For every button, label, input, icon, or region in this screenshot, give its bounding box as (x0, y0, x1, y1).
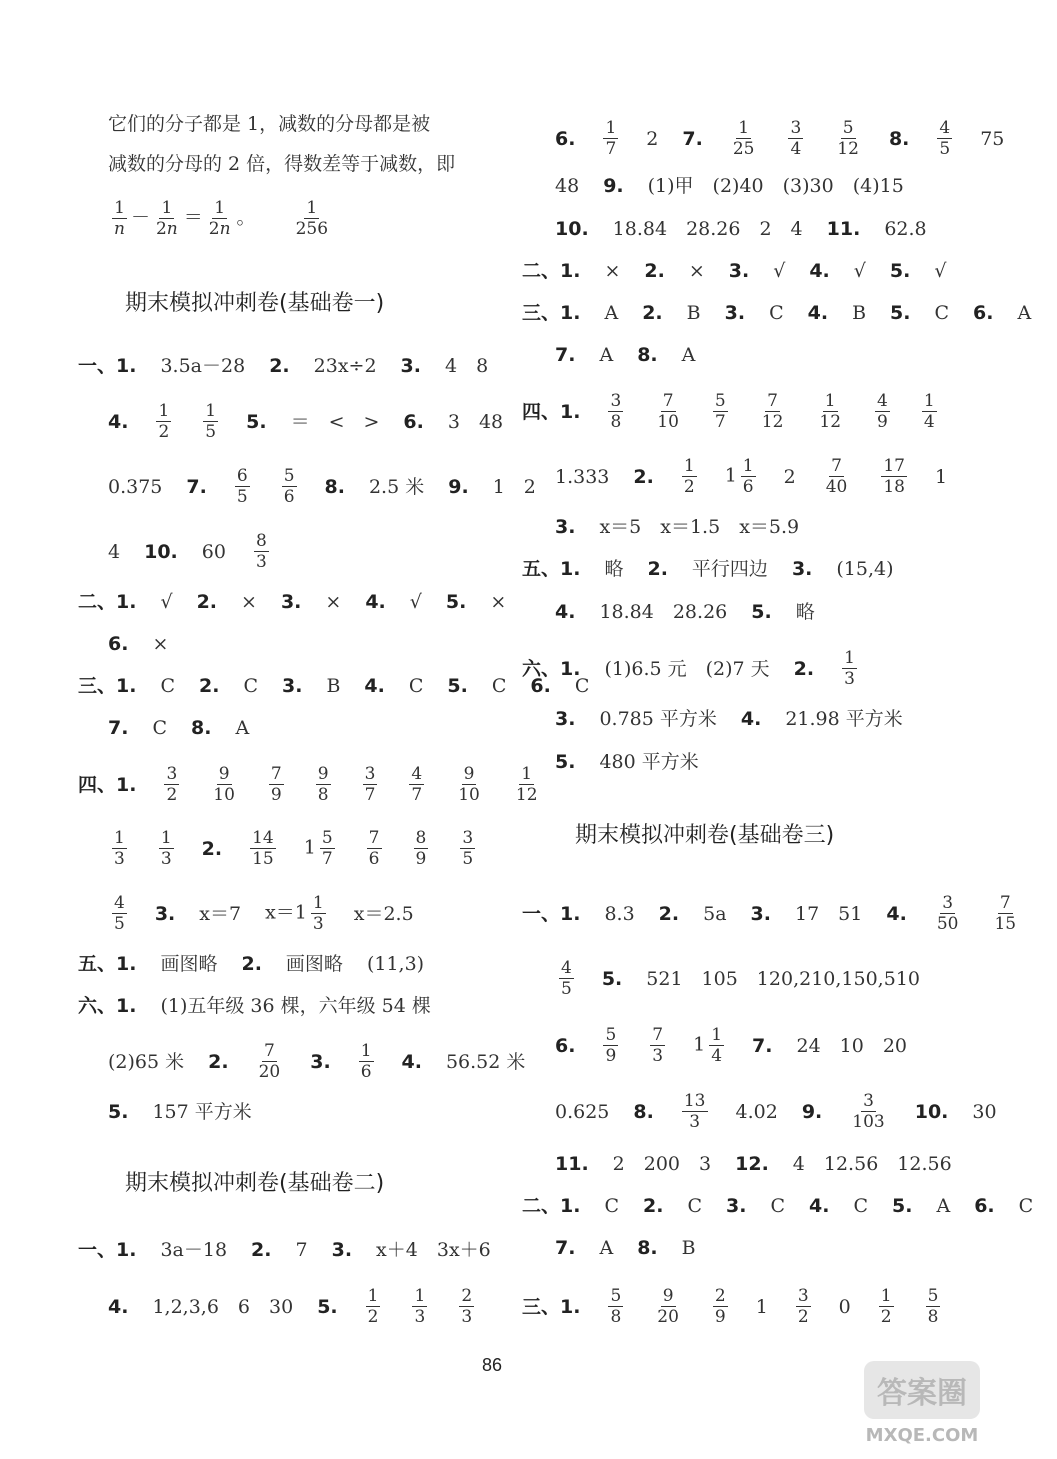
item-number: 6. (108, 633, 129, 655)
section-title-2: 期末模拟冲刺卷(基础卷二) (125, 1171, 385, 1196)
answer-value: 3 48 (447, 410, 504, 433)
item-number: 5. (447, 675, 468, 697)
item-number: 2. (201, 837, 223, 860)
item-number: 8. (191, 717, 212, 739)
right-line (522, 297, 1055, 328)
item-number: 六、1. (522, 657, 581, 680)
right-line (555, 596, 839, 627)
item-number: 8. (633, 1100, 654, 1123)
item-number: 2. (643, 1195, 664, 1217)
answer-fraction: $\frac{1}{2}$ (683, 456, 695, 497)
answer-fraction: $\frac{3}{8}$ (610, 391, 622, 432)
answer-value: 7 (295, 1239, 308, 1261)
item-number: 8. (324, 475, 345, 498)
answer-value: × (688, 260, 705, 282)
answer-value: 521 105 120,210,150,510 (646, 967, 920, 990)
item-number: 3. (280, 591, 302, 613)
left-line (78, 1234, 515, 1265)
right-line (522, 391, 965, 432)
answer-fraction: $\frac{5}{8}$ (927, 1286, 939, 1327)
answer-fraction: $\frac{4}{5}$ (114, 893, 125, 934)
item-number: 8. (637, 344, 658, 366)
answer-value: 157 平方米 (152, 1101, 252, 1123)
answer-fraction: $\frac{5}{9}$ (605, 1025, 617, 1066)
left-line (108, 712, 273, 743)
item-number: 五、1. (522, 558, 581, 580)
answer-value: C (769, 302, 784, 324)
answer-fraction: $\frac{8}{3}$ (255, 531, 267, 572)
item-number: 3. (310, 1050, 331, 1073)
answer-value: 0.375 (108, 475, 163, 498)
item-number: 4. (809, 260, 830, 282)
item-number: 12. (735, 1153, 769, 1175)
answer-fraction: $\frac{1}{3}$ (844, 648, 855, 689)
item-number: 二、1. (522, 1195, 581, 1217)
left-line (78, 990, 455, 1021)
item-number: 6. (403, 410, 424, 433)
answer-fraction: $\frac{3}{7}$ (364, 764, 376, 805)
left-line (108, 466, 560, 507)
item-number: 二、1. (78, 591, 137, 613)
answer-fraction: $\frac{3}{5}$ (462, 828, 474, 869)
item-number: 7. (752, 1034, 773, 1057)
item-number: 2. (241, 953, 262, 975)
item-number: 4. (740, 708, 762, 730)
item-number: 三、1. (522, 1295, 581, 1318)
answer-value: 24 10 20 (796, 1034, 908, 1057)
item-number: 3. (154, 902, 176, 925)
answer-fraction: $\frac{3}{2}$ (166, 764, 178, 805)
answer-value: 4 (108, 540, 121, 563)
item-number: 6. (555, 127, 576, 150)
item-number: 四、1. (78, 773, 137, 796)
item-number: 3. (400, 355, 421, 377)
item-number: 3. (724, 302, 746, 324)
answer-fraction: $\frac{1}{12}$ (819, 391, 842, 432)
answer-value: B (681, 1237, 696, 1259)
item-number: 11. (555, 1153, 589, 1175)
answer-value: 1.333 (555, 465, 610, 488)
item-number: 10. (144, 540, 178, 563)
item-number: 4. (807, 302, 829, 324)
item-number: 6. (530, 675, 551, 697)
answer-value: 3.5a－28 (160, 355, 246, 377)
answer-value: 0 (838, 1295, 851, 1318)
answer-value: x＋4 3x＋6 (376, 1239, 491, 1261)
item-number: 6. (555, 1034, 576, 1057)
page-number: 86 (482, 1355, 503, 1375)
item-number: 9. (603, 175, 624, 197)
answer-value: √ (934, 260, 947, 282)
right-line (522, 893, 1046, 934)
answer-value: A (599, 1237, 614, 1259)
answer-fraction: $\frac{1}{12}$ (515, 764, 538, 805)
item-number: 2. (644, 260, 665, 282)
answer-mixed-fraction: 1 $\frac{1}{6}$ (724, 456, 754, 497)
answer-fraction: $\frac{6}{5}$ (236, 466, 248, 507)
answer-value: 18.84 28.26 (599, 601, 728, 623)
answer-value: C (934, 302, 950, 324)
right-line (555, 339, 719, 370)
intro-line-2: 减数的分母的 2 倍，得数差等于减数，即 (108, 153, 456, 175)
answer-value: B (686, 302, 701, 324)
item-number: 10. (914, 1100, 949, 1123)
right-line (522, 648, 885, 689)
item-number: 5. (317, 1295, 338, 1318)
intro-line-1: 它们的分子都是 1，减数的分母都是被 (108, 113, 431, 135)
item-number: 3. (750, 902, 771, 925)
item-number: 4. (108, 410, 129, 433)
answer-fraction: $\frac{1}{6}$ (360, 1041, 372, 1082)
left-line (108, 1096, 276, 1127)
watermark-logo (862, 1359, 982, 1447)
answer-fraction: $\frac{5}{8}$ (610, 1286, 622, 1327)
item-number: 4. (108, 1295, 129, 1318)
answer-value: 48 (555, 175, 580, 197)
item-number: 3. (728, 260, 750, 282)
answer-value: x＝1 $\frac{1}{3}$ (265, 893, 324, 934)
item-number: 5. (246, 410, 267, 433)
answer-value: C (687, 1195, 702, 1217)
answer-fraction: $\frac{5}{7}$ (714, 391, 726, 432)
answer-fraction: $\frac{3}{4}$ (790, 118, 802, 159)
answer-value: x＝2.5 (353, 902, 414, 925)
answer-value: √ (160, 591, 173, 613)
answer-value: 0.625 (555, 1100, 610, 1123)
item-number: 三、1. (522, 302, 581, 324)
left-line (108, 828, 503, 869)
answer-fraction: $\frac{2}{3}$ (461, 1286, 473, 1327)
item-number: 11. (826, 218, 861, 240)
answer-value: C (1018, 1195, 1034, 1217)
item-number: 4. (364, 675, 385, 697)
item-number: 4. (365, 591, 386, 613)
answer-value: C (574, 675, 590, 697)
answer-fraction: $\frac{7}{9}$ (270, 764, 282, 805)
answer-fraction: $\frac{1}{3}$ (114, 828, 125, 869)
answer-value: C (152, 717, 167, 739)
answer-value: 480 平方米 (599, 751, 699, 773)
answer-fraction: $\frac{9}{10}$ (458, 764, 480, 805)
answer-value: C (853, 1195, 868, 1217)
answer-value: 62.8 (884, 218, 927, 240)
answer-value: × (490, 591, 507, 613)
item-number: 7. (186, 475, 207, 498)
answer-value: 4.02 (735, 1100, 778, 1123)
answer-value: (11,3) (366, 953, 425, 975)
answer-fraction: $\frac{5}{6}$ (283, 466, 295, 507)
item-number: 2. (633, 465, 654, 488)
answer-fraction: $\frac{13}{3}$ (683, 1091, 706, 1132)
answer-value: 2 (646, 127, 659, 150)
answer-value: 17 51 (795, 902, 863, 925)
item-number: 3. (791, 558, 813, 580)
answer-value: 1,2,3,6 6 30 (152, 1295, 294, 1318)
item-number: 2. (196, 591, 218, 613)
item-number: 9. (801, 1100, 823, 1123)
answer-fraction: $\frac{2}{9}$ (714, 1286, 726, 1327)
answer-value: x＝5 x＝1.5 x＝5.9 (599, 516, 800, 538)
item-number: 三、1. (78, 675, 137, 697)
answer-value: C (408, 675, 424, 697)
item-number: 5. (555, 751, 576, 773)
item-number: 9. (448, 475, 469, 498)
answer-mixed-fraction: 1 $\frac{5}{7}$ (303, 828, 333, 869)
section-title-1: 期末模拟冲刺卷(基础卷一) (125, 291, 385, 316)
answer-value: A (681, 344, 696, 366)
right-line (555, 118, 1028, 159)
answer-fraction: $\frac{7}{15}$ (994, 893, 1017, 934)
answer-fraction: $\frac{1}{2}$ (158, 401, 170, 442)
formula-tail: $\frac{1}{256}$ (295, 198, 329, 239)
right-line (555, 213, 951, 244)
item-number: 7. (682, 127, 703, 150)
item-number: 5. (445, 591, 467, 613)
answer-value: × (604, 260, 621, 282)
item-number: 6. (973, 302, 994, 324)
answer-fraction: $\frac{1}{4}$ (923, 391, 935, 432)
answer-value: C (770, 1195, 785, 1217)
answer-value: (1)甲 (2)40 (3)30 (4)15 (647, 175, 904, 197)
left-line (108, 1041, 549, 1082)
answer-fraction: $\frac{4}{9}$ (877, 391, 888, 432)
answer-fraction: $\frac{7}{3}$ (652, 1025, 664, 1066)
answer-fraction: $\frac{8}{9}$ (415, 828, 427, 869)
item-number: 4. (555, 601, 576, 623)
left-line (108, 531, 297, 572)
answer-value: 56.52 米 (445, 1050, 526, 1073)
answer-value: A (1017, 302, 1032, 324)
answer-fraction: $\frac{7}{40}$ (825, 456, 848, 497)
item-number: 3. (282, 675, 303, 697)
item-number: 一、1. (522, 902, 581, 925)
answer-fraction: $\frac{1}{25}$ (732, 118, 755, 159)
answer-fraction: $\frac{9}{8}$ (317, 764, 329, 805)
item-number: 2. (269, 355, 290, 377)
answer-value: 21.98 平方米 (785, 708, 903, 730)
item-number: 3. (555, 708, 576, 730)
answer-value: 60 (201, 540, 226, 563)
left-line (78, 586, 530, 617)
answer-fraction: $\frac{7}{6}$ (368, 828, 380, 869)
item-number: 4. (809, 1195, 830, 1217)
watermark-text: 答案圈 (877, 1376, 967, 1411)
answer-fraction: $\frac{9}{10}$ (213, 764, 235, 805)
item-number: 2. (642, 302, 663, 324)
answer-value: √ (409, 591, 422, 613)
answer-value: (1)五年级 36 棵，六年级 54 棵 (160, 995, 431, 1017)
answer-value: (15,4) (836, 558, 894, 580)
answer-value: C (491, 675, 507, 697)
item-number: 四、1. (522, 400, 581, 423)
item-number: 2. (251, 1239, 272, 1261)
answer-fraction: $\frac{5}{12}$ (837, 118, 859, 159)
left-line (108, 628, 192, 659)
right-line (555, 1148, 976, 1179)
answer-value: √ (853, 260, 866, 282)
left-line (78, 764, 568, 805)
right-line (522, 1190, 1057, 1221)
intro-formula: $\frac{1}{n}$ － $\frac{1}{2n}$ ＝ $\frac{1}{2n}$ 。 $\frac{1}{256}$ (108, 198, 334, 239)
answer-fraction: $\frac{1}{7}$ (605, 118, 617, 159)
item-number: 5. (889, 260, 911, 282)
answer-value: C (160, 675, 175, 697)
answer-fraction: $\frac{1}{2}$ (880, 1286, 892, 1327)
item-number: 2. (208, 1050, 229, 1073)
item-number: 4. (401, 1050, 422, 1073)
answer-fraction: $\frac{4}{5}$ (939, 118, 951, 159)
answer-fraction: $\frac{3}{103}$ (852, 1091, 885, 1132)
answer-value: 略 (795, 601, 815, 623)
answer-fraction: $\frac{7}{20}$ (258, 1041, 281, 1082)
item-number: 5. (751, 601, 772, 623)
left-line (78, 948, 448, 979)
answer-fraction: $\frac{14}{15}$ (252, 828, 274, 869)
item-number: 8. (637, 1237, 658, 1259)
answer-value: 5a (703, 902, 727, 925)
right-line (522, 1286, 968, 1327)
answer-fraction: $\frac{3}{2}$ (797, 1286, 809, 1327)
answer-value: 2.5 米 (368, 475, 425, 498)
item-number: 6. (974, 1195, 995, 1217)
answer-value: A (599, 344, 614, 366)
item-number: 二、1. (522, 260, 581, 282)
right-line (555, 958, 944, 999)
item-number: 2. (658, 902, 680, 925)
answer-value: 2 (783, 465, 796, 488)
answer-value: (2)65 米 (108, 1050, 185, 1073)
item-number: 10. (555, 218, 589, 240)
answer-fraction: $\frac{1}{2}$ (367, 1286, 379, 1327)
item-number: 5. (892, 1195, 913, 1217)
answer-value: C (243, 675, 258, 697)
answer-value: 75 (980, 127, 1005, 150)
answer-value: A (936, 1195, 951, 1217)
right-line (555, 456, 971, 497)
answer-value: A (604, 302, 619, 324)
answer-fraction: $\frac{1}{3}$ (414, 1286, 426, 1327)
left-line (78, 350, 512, 381)
item-number: 8. (888, 127, 910, 150)
right-line (555, 1025, 931, 1066)
answer-fraction: $\frac{3}{50}$ (936, 893, 959, 934)
answer-fraction: $\frac{17}{18}$ (883, 456, 905, 497)
right-line (555, 1232, 720, 1263)
answer-value: 4 12.56 12.56 (792, 1153, 952, 1175)
item-number: 5. (601, 967, 623, 990)
left-line (108, 893, 438, 934)
answer-value: 0.785 平方米 (599, 708, 717, 730)
item-number: 2. (793, 657, 815, 680)
left-line (108, 1286, 502, 1327)
item-number: 五、1. (78, 953, 137, 975)
item-number: 3. (555, 516, 576, 538)
item-number: 7. (108, 717, 129, 739)
answer-value: 1 (934, 465, 948, 488)
item-number: 3. (726, 1195, 747, 1217)
answer-fraction: $\frac{9}{20}$ (657, 1286, 679, 1327)
answer-value: 1 (755, 1295, 768, 1318)
answer-value: 18.84 28.26 2 4 (612, 218, 803, 240)
answer-value: B (852, 302, 867, 324)
answer-value: 1 2 (492, 475, 536, 498)
answer-value: 8.3 (604, 902, 635, 925)
answer-fraction: $\frac{4}{7}$ (411, 764, 423, 805)
answer-value: B (326, 675, 341, 697)
item-number: 一、1. (78, 1239, 137, 1261)
answer-value: 30 (972, 1100, 997, 1123)
answer-value: 平行四边 (691, 558, 768, 580)
item-number: 一、1. (78, 355, 137, 377)
answer-value: x＝7 (199, 902, 242, 925)
answer-value: 画图略 (285, 953, 343, 975)
watermark-url: MXQE.COM (865, 1425, 979, 1446)
answer-value: 3a－18 (160, 1239, 228, 1261)
item-number: 2. (647, 558, 668, 580)
answer-fraction: $\frac{7}{12}$ (761, 391, 784, 432)
right-line (522, 553, 918, 584)
item-number: 六、1. (78, 995, 137, 1017)
answer-value: A (235, 717, 250, 739)
answer-value: × (325, 591, 342, 613)
answer-value: ＝ < > (290, 410, 380, 433)
answer-value: × (241, 591, 257, 613)
left-line (108, 401, 527, 442)
right-line (555, 511, 823, 542)
item-number: 3. (331, 1239, 353, 1261)
item-number: 2. (199, 675, 220, 697)
answer-fraction: $\frac{4}{5}$ (561, 958, 572, 999)
item-number: 4. (886, 902, 907, 925)
item-number: 7. (555, 344, 576, 366)
item-number: 7. (555, 1237, 576, 1259)
answer-value: (1)6.5 元 (2)7 天 (604, 657, 770, 680)
item-number: 5. (890, 302, 911, 324)
right-line (555, 170, 928, 201)
answer-value: 2 200 3 (612, 1153, 712, 1175)
answer-value: C (604, 1195, 619, 1217)
answer-value: 画图略 (160, 953, 218, 975)
answer-value: √ (773, 260, 786, 282)
answer-value: 略 (604, 558, 624, 580)
right-line (522, 255, 970, 286)
right-line (555, 746, 723, 777)
answer-fraction: $\frac{7}{10}$ (657, 391, 679, 432)
section-title-3: 期末模拟冲刺卷(基础卷三) (575, 823, 835, 848)
item-number: 5. (108, 1101, 129, 1123)
answer-fraction: $\frac{1}{3}$ (160, 828, 172, 869)
answer-value: 4 8 (445, 355, 489, 377)
right-line (555, 703, 927, 734)
right-line (555, 1091, 1021, 1132)
answer-value: × (152, 633, 169, 655)
answer-value: 23x÷2 (313, 355, 377, 377)
answer-mixed-fraction: 1 $\frac{1}{4}$ (693, 1025, 723, 1066)
answer-fraction: $\frac{1}{5}$ (205, 401, 217, 442)
